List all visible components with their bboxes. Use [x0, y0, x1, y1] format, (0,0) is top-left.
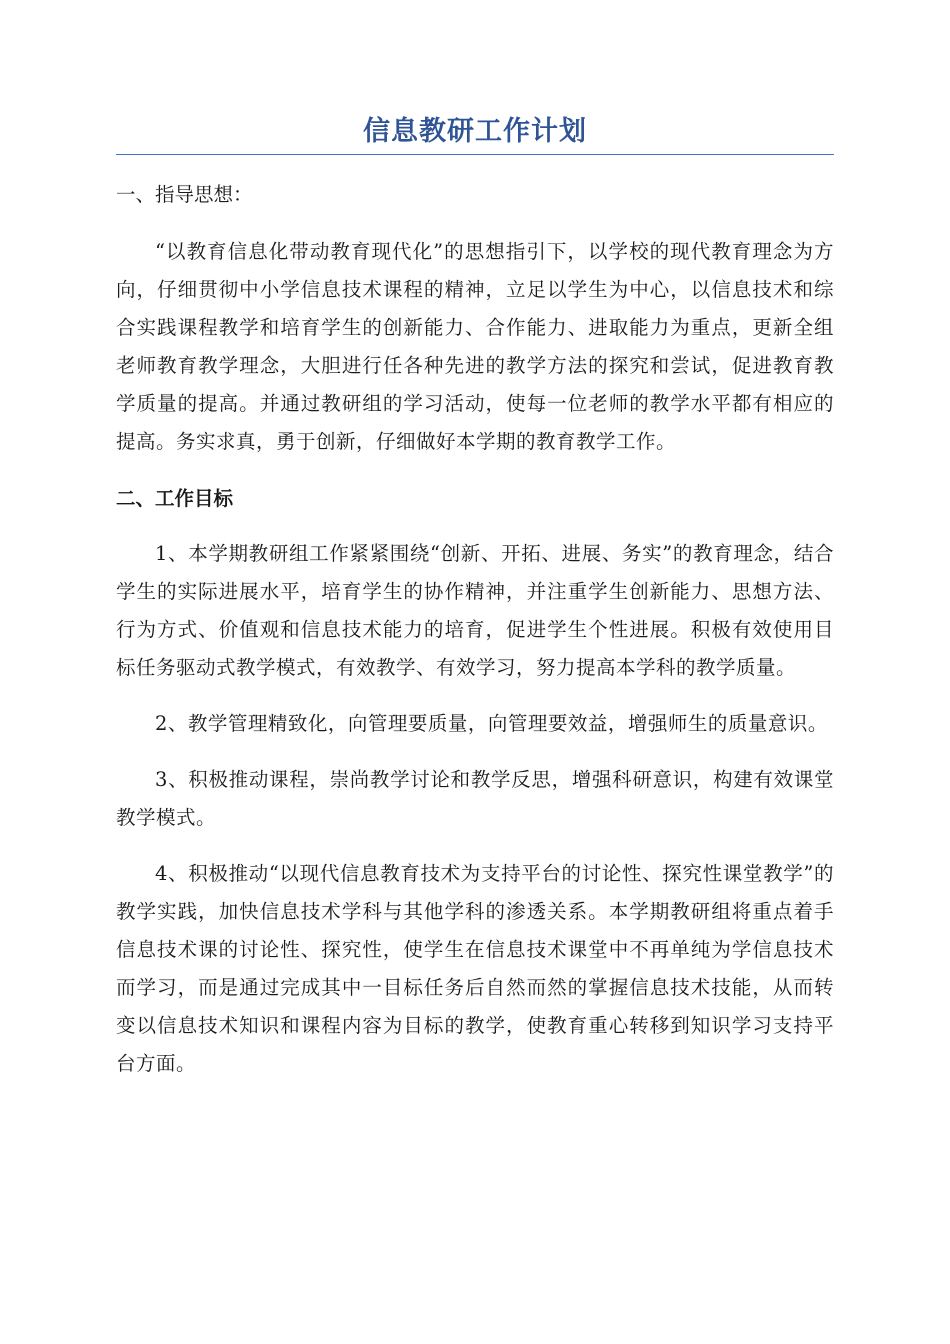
paragraph-goal-2: 2、教学管理精致化，向管理要质量，向管理要效益，增强师生的质量意识。 [155, 712, 828, 735]
paragraph-guiding-thought: “以教育信息化带动教育现代化”的思想指引下，以学校的现代教育理念为方向，仔细贯彻中小学信息技术课程的精神，立足以学生为中心，以信息技术和综合实践课程教学和培育学生的创新能力、合作能力、进取能力为重点，更新全组老师教育教学理念，大胆进行任各种先进的教学方法的探究和尝试，促进教育教学质量的提高。并通过教研组的学习活动，使每一位老师的教学水平都有相应的提高。务实求真，勇于创新，仔细做好本学期的教育教学工作。 [116, 240, 834, 453]
document-title: 信息教研工作计划 [116, 112, 834, 155]
document-page [116, 112, 834, 1083]
paragraph-goal-4: 4、积极推动“以现代信息教育技术为支持平台的讨论性、探究性课堂教学”的教学实践，加快信息技术学科与其他学科的渗透关系。本学期教研组将重点着手信息技术课的讨论性、探究性，使学生在信息技术课堂中不再单纯为学信息技术而学习，而是通过完成其中一目标任务后自然而然的掌握信息技术技能，从而转变以信息技术知识和课程内容为目标的教学，使教育重心转移到知识学习支持平台方面。 [116, 862, 834, 1075]
section-heading-guiding-thought: 一、指导思想： [116, 183, 253, 206]
paragraph-goal-1: 1、本学期教研组工作紧紧围绕“创新、开拓、进展、务实”的教育理念，结合学生的实际进展水平，培育学生的协作精神，并注重学生创新能力、思想方法、行为方式、价值观和信息技术能力的培育，促进学生个性进展。积极有效使用目标任务驱动式教学模式，有效教学、有效学习，努力提高本学科的教学质量。 [116, 542, 834, 679]
section-heading-work-goals: 二、工作目标 [116, 487, 234, 510]
paragraph-goal-3: 3、积极推动课程，崇尚教学讨论和教学反思，增强科研意识，构建有效课堂教学模式。 [116, 768, 834, 829]
